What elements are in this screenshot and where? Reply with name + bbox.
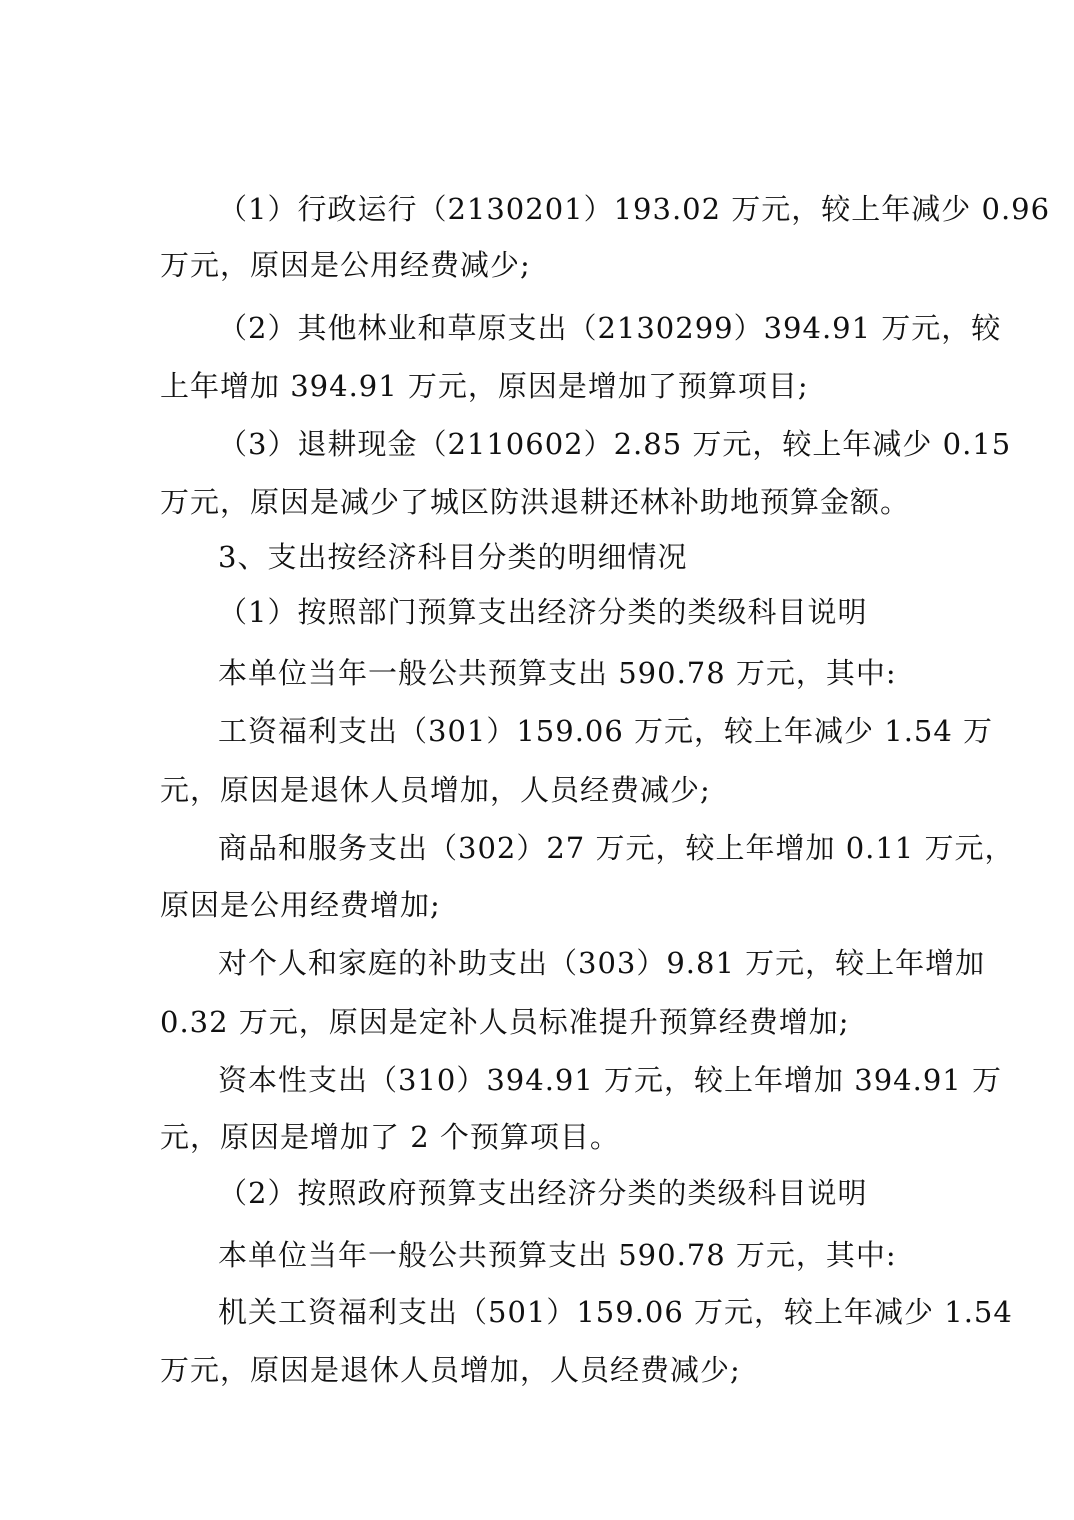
paragraph-line: 工资福利支出（301）159.06 万元，较上年减少 1.54 万	[218, 714, 994, 748]
paragraph-line: （2）其他林业和草原支出（2130299）394.91 万元，较	[218, 311, 1002, 345]
paragraph-line: 本单位当年一般公共预算支出 590.78 万元，其中:	[218, 656, 897, 690]
paragraph-line: 元，原因是退休人员增加，人员经费减少;	[160, 773, 711, 807]
paragraph-line: 本单位当年一般公共预算支出 590.78 万元，其中:	[218, 1238, 897, 1272]
paragraph-line: 万元，原因是公用经费减少;	[160, 248, 531, 282]
paragraph-line: （3）退耕现金（2110602）2.85 万元，较上年减少 0.15	[218, 427, 1012, 461]
paragraph-line: （1）行政运行（2130201）193.02 万元，较上年减少 0.96	[218, 192, 1051, 226]
paragraph-line: 商品和服务支出（302）27 万元，较上年增加 0.11 万元，	[218, 831, 1015, 865]
paragraph-line: 上年增加 394.91 万元，原因是增加了预算项目;	[160, 369, 809, 403]
paragraph-line: 机关工资福利支出（501）159.06 万元，较上年减少 1.54	[218, 1295, 1013, 1329]
paragraph-line: 原因是公用经费增加;	[160, 888, 441, 922]
paragraph-line: 元，原因是增加了 2 个预算项目。	[160, 1120, 620, 1154]
paragraph-line: 0.32 万元，原因是定补人员标准提升预算经费增加;	[160, 1005, 850, 1039]
subsection-heading: （1）按照部门预算支出经济分类的类级科目说明	[218, 595, 868, 629]
section-heading: 3、支出按经济科目分类的明细情况	[218, 540, 688, 574]
paragraph-line: 万元，原因是退休人员增加，人员经费减少;	[160, 1353, 741, 1387]
paragraph-line: 资本性支出（310）394.91 万元，较上年增加 394.91 万	[218, 1063, 1002, 1097]
subsection-heading: （2）按照政府预算支出经济分类的类级科目说明	[218, 1176, 868, 1210]
paragraph-line: 对个人和家庭的补助支出（303）9.81 万元，较上年增加	[218, 946, 986, 980]
paragraph-line: 万元，原因是减少了城区防洪退耕还林补助地预算金额。	[160, 485, 911, 519]
